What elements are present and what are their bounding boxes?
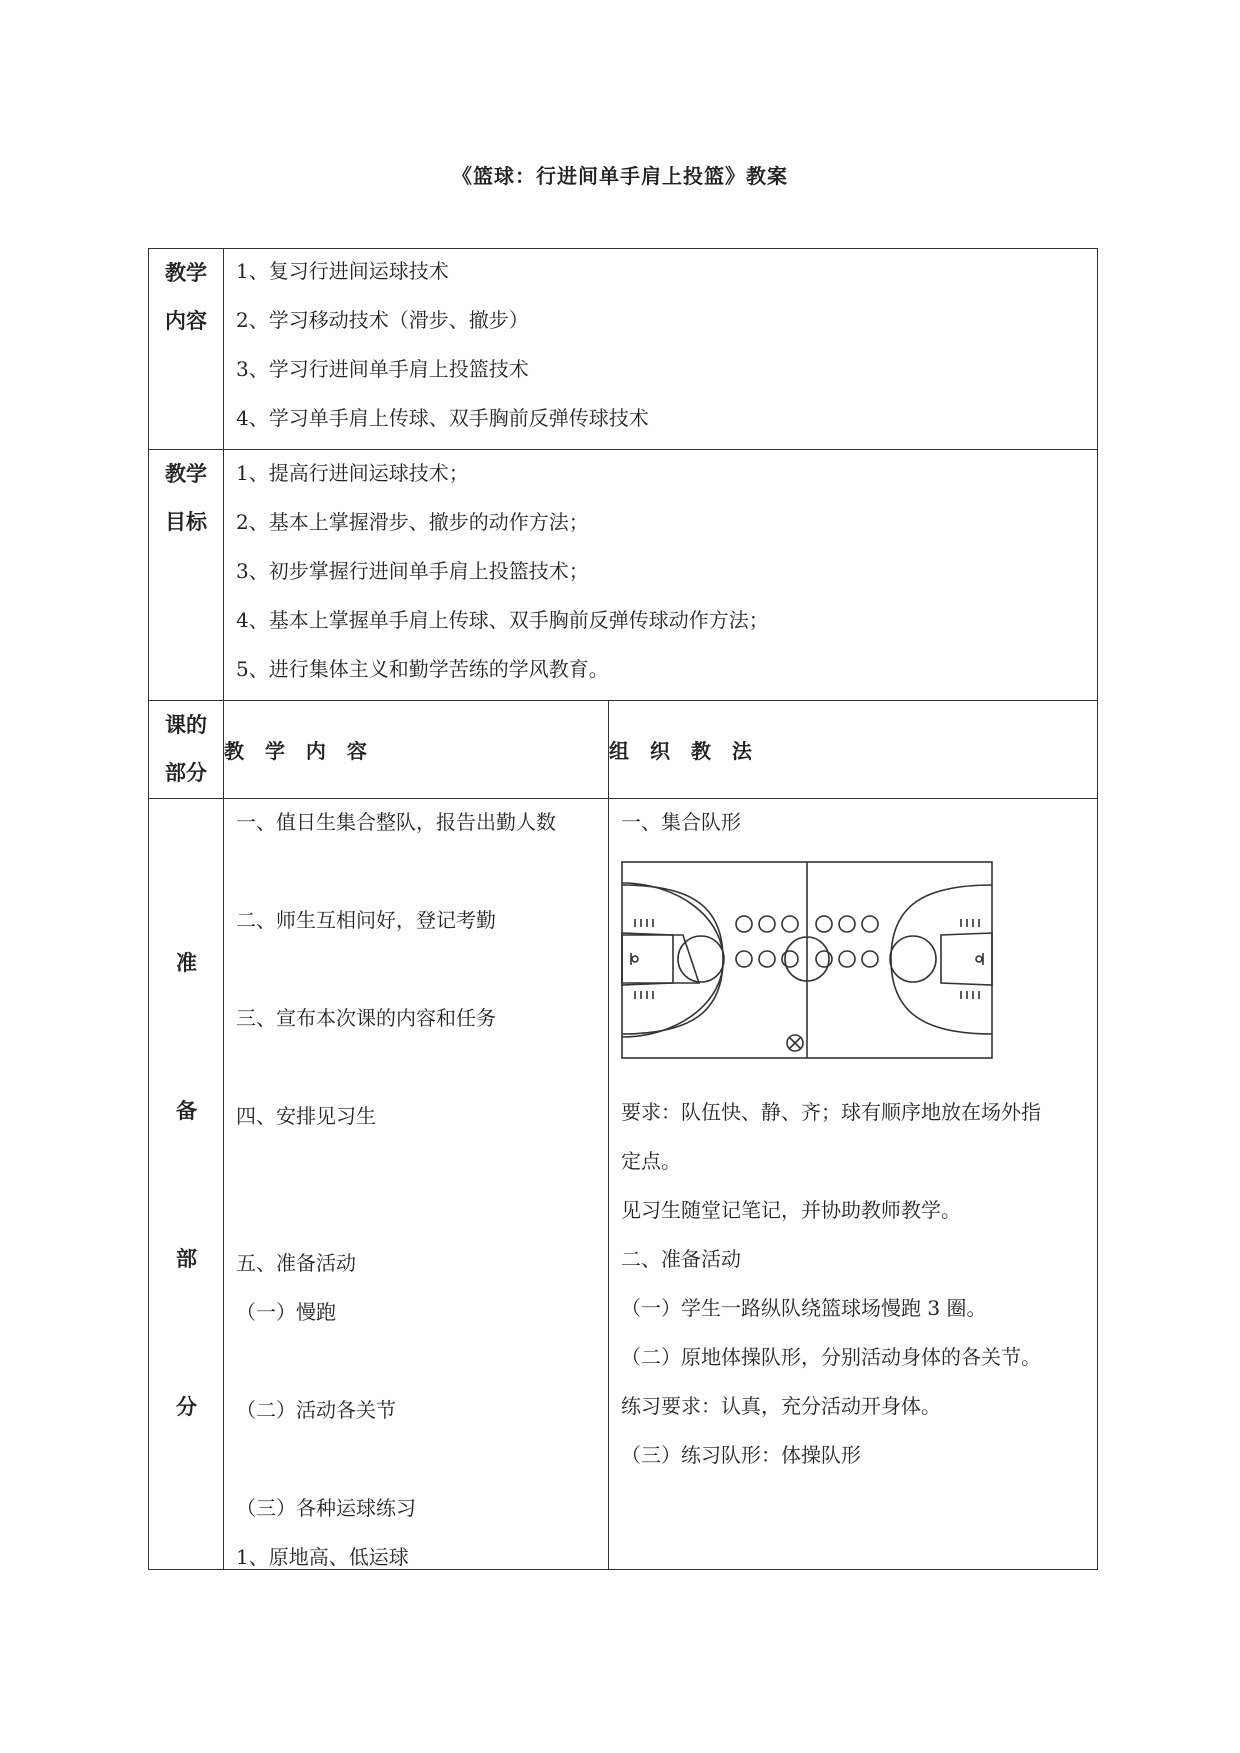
- teaching-content-row: [149, 249, 1098, 450]
- left-key: [622, 935, 699, 983]
- teaching-content-header: [224, 701, 609, 799]
- label-line: 内容: [165, 309, 207, 333]
- prep-label-char: 备: [176, 1099, 197, 1123]
- content-item: 3、学习行进间单手肩上投篮技术: [236, 357, 529, 381]
- lesson-plan-table: [148, 248, 1098, 1570]
- prep-label-char: 部: [176, 1247, 197, 1271]
- objective-item: 4、基本上掌握单手肩上传球、双手胸前反弹传球动作方法；: [236, 608, 769, 632]
- prep-method-item: 二、准备活动: [621, 1247, 741, 1271]
- prep-label-char: 分: [176, 1395, 197, 1419]
- prep-method-item: 见习生随堂记笔记，并协助教师教学。: [621, 1198, 961, 1222]
- right-free-throw-circle: [890, 936, 936, 982]
- prep-content-item: 四、安排见习生: [236, 1104, 376, 1128]
- teaching-content-cell: [224, 249, 1098, 450]
- label-line: 教学: [165, 462, 207, 486]
- prep-content-item: （一）慢跑: [236, 1300, 336, 1324]
- prep-label-char: 准: [176, 951, 197, 975]
- organization-method-header: [609, 701, 1098, 799]
- preparation-content-cell: [224, 799, 609, 1570]
- header-row: [149, 701, 1098, 799]
- objective-item: 3、初步掌握行进间单手肩上投篮技术；: [236, 559, 589, 583]
- header-text: 教 学 内 容: [224, 739, 367, 763]
- page-title: 《篮球：行进间单手肩上投篮》教案: [452, 164, 788, 188]
- teaching-objective-row: [149, 450, 1098, 701]
- teaching-content-label: [149, 249, 224, 450]
- prep-content-item: （二）活动各关节: [236, 1398, 396, 1422]
- left-key-inner: [622, 933, 673, 985]
- preparation-part-label: [149, 799, 224, 1570]
- prep-method-item: 一、集合队形: [621, 810, 741, 834]
- right-key-inner: [941, 933, 992, 985]
- prep-content-item: 1、原地高、低运球: [236, 1545, 409, 1569]
- objective-item: 5、进行集体主义和勤学苦练的学风教育。: [236, 657, 609, 681]
- prep-content-item: 三、宣布本次课的内容和任务: [236, 1006, 496, 1030]
- preparation-method-cell: [609, 799, 1098, 1570]
- lesson-part-header: [149, 701, 224, 799]
- label-line: 课的: [165, 713, 207, 737]
- prep-method-item: （三）练习队形：体操队形: [621, 1443, 861, 1467]
- content-item: 4、学习单手肩上传球、双手胸前反弹传球技术: [236, 406, 649, 430]
- prep-content-item: 五、准备活动: [236, 1251, 356, 1275]
- content-item: 2、学习移动技术（滑步、撤步）: [236, 308, 529, 332]
- prep-content-item: （三）各种运球练习: [236, 1496, 416, 1520]
- prep-method-item: 练习要求：认真，充分活动开身体。: [621, 1394, 941, 1418]
- header-text: 组 织 教 法: [609, 739, 752, 763]
- basketball-court-diagram: [621, 861, 993, 1061]
- prep-content-item: 一、值日生集合整队，报告出勤人数: [236, 810, 556, 834]
- left-free-throw-circle: [678, 936, 724, 982]
- prep-content-item: 二、师生互相问好，登记考勤: [236, 908, 496, 932]
- objective-item: 1、提高行进间运球技术；: [236, 461, 469, 485]
- objective-item: 2、基本上掌握滑步、撤步的动作方法；: [236, 510, 589, 534]
- label-line: 部分: [165, 761, 207, 785]
- prep-method-item: 要求：队伍快、静、齐；球有顺序地放在场外指: [621, 1100, 1041, 1124]
- label-line: 教学: [165, 261, 207, 285]
- label-line: 目标: [165, 510, 207, 534]
- teaching-objective-cell: [224, 450, 1098, 701]
- teaching-objective-label: [149, 450, 224, 701]
- prep-method-item: 定点。: [621, 1149, 681, 1173]
- preparation-row: [149, 799, 1098, 1570]
- content-item: 1、复习行进间运球技术: [236, 259, 449, 283]
- prep-method-item: （一）学生一路纵队绕篮球场慢跑 3 圈。: [621, 1296, 987, 1320]
- prep-method-item: （二）原地体操队形，分别活动身体的各关节。: [621, 1345, 1041, 1369]
